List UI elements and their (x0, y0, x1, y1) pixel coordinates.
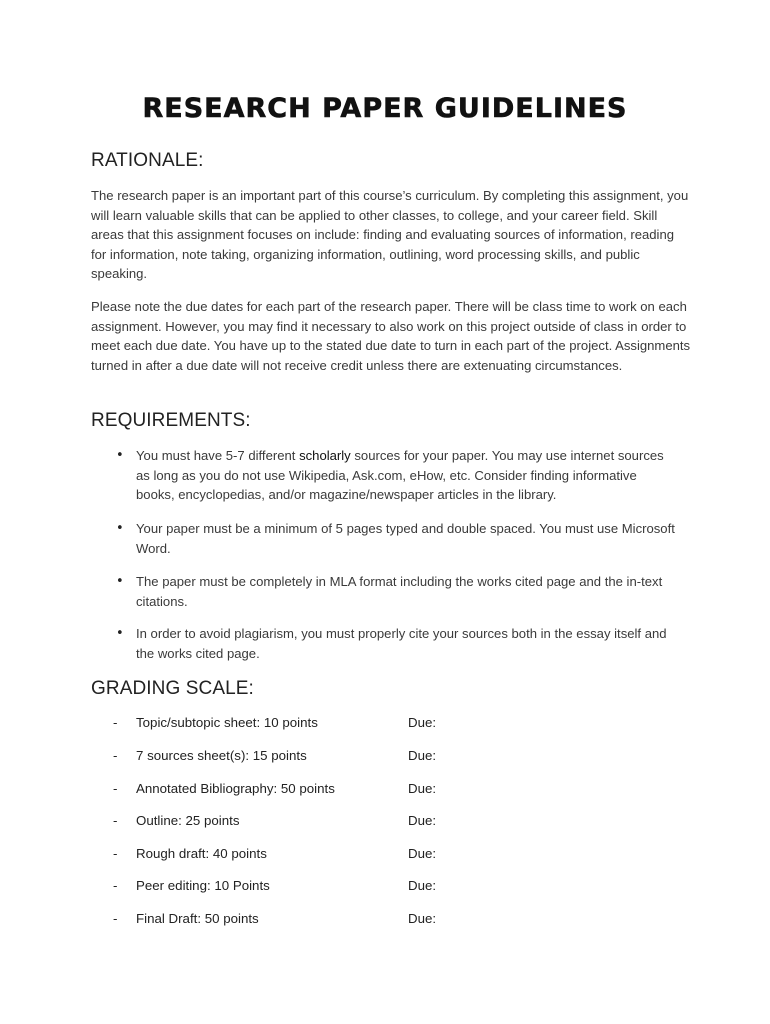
grading-row (91, 748, 691, 768)
grading-item-label: Peer editing: 10 Points (136, 878, 270, 893)
due-label: Due: (408, 715, 437, 730)
due-label: Due: (408, 878, 437, 893)
bullet-icon: • (116, 521, 124, 536)
dash-marker: - (113, 846, 118, 861)
bullet-icon: • (116, 448, 124, 463)
grading-item-label: 7 sources sheet(s): 15 points (136, 748, 307, 763)
grading-item-label: Rough draft: 40 points (136, 846, 267, 861)
grading-row (91, 911, 691, 931)
dash-marker: - (113, 715, 118, 730)
requirement-text: Your paper must be a minimum of 5 pages typed and double spaced. You must use Microsoft Word. (136, 521, 675, 556)
grading-item-label: Topic/subtopic sheet: 10 points (136, 715, 318, 730)
bullet-icon: • (116, 574, 124, 589)
grading-item-label: Outline: 25 points (136, 813, 240, 828)
grading-item-label: Final Draft: 50 points (136, 911, 259, 926)
dash-marker: - (113, 911, 118, 926)
dash-marker: - (113, 813, 118, 828)
grading-row (91, 781, 691, 801)
page-title: RESEARCH PAPER GUIDELINES (142, 93, 628, 124)
requirement-text-end: sources for your paper. You may use internet sources as long as you do not use Wikipedia, Ask.com, eHow, etc. Consider finding informative books, encyclopedias, and/or magazine/newspaper articles in the library. (136, 448, 664, 503)
due-label: Due: (408, 911, 437, 926)
rationale-paragraph-2: Please note the due dates for each part of the research paper. There will be class time to work on each assignment. However, you may find it necessary to also work on this project outside of class in order to meet each due date. You have up to the stated due date to turn in each part of the project. Assignments turned in after a due date will not receive credit unless there are extenuating circumstances. (91, 299, 691, 373)
due-label: Due: (408, 781, 437, 796)
rationale-heading: RATIONALE: (91, 150, 204, 171)
rationale-paragraph-1: The research paper is an important part of this course’s curriculum. By completing this assignment, you will learn valuable skills that can be applied to other classes, to college, and your career field. Skill areas that this assignment focuses on include: finding and evaluating sources of information, reading for information, note taking, organizing information, outlining, word processing skills, and public speaking. (91, 188, 689, 282)
requirement-text (136, 446, 676, 505)
grading-heading: GRADING SCALE: (91, 678, 254, 699)
bullet-icon: • (116, 626, 124, 641)
due-label: Due: (408, 748, 437, 763)
grading-row (91, 878, 691, 898)
due-label: Due: (408, 846, 437, 861)
dash-marker: - (113, 878, 118, 893)
requirement-text: The paper must be completely in MLA format including the works cited page and the in-text citations. (136, 574, 663, 609)
requirement-text-start: You must have 5-7 different (136, 448, 300, 463)
requirement-text: In order to avoid plagiarism, you must properly cite your sources both in the essay itself and the works cited page. (136, 626, 667, 661)
dash-marker: - (113, 781, 118, 796)
dash-marker: - (113, 748, 118, 763)
grading-row (91, 715, 691, 735)
grading-item-label: Annotated Bibliography: 50 points (136, 781, 335, 796)
requirement-emphasis: scholarly (299, 448, 351, 463)
requirements-heading: REQUIREMENTS: (91, 410, 251, 431)
grading-row (91, 813, 691, 833)
grading-row (91, 846, 691, 866)
due-label: Due: (408, 813, 437, 828)
